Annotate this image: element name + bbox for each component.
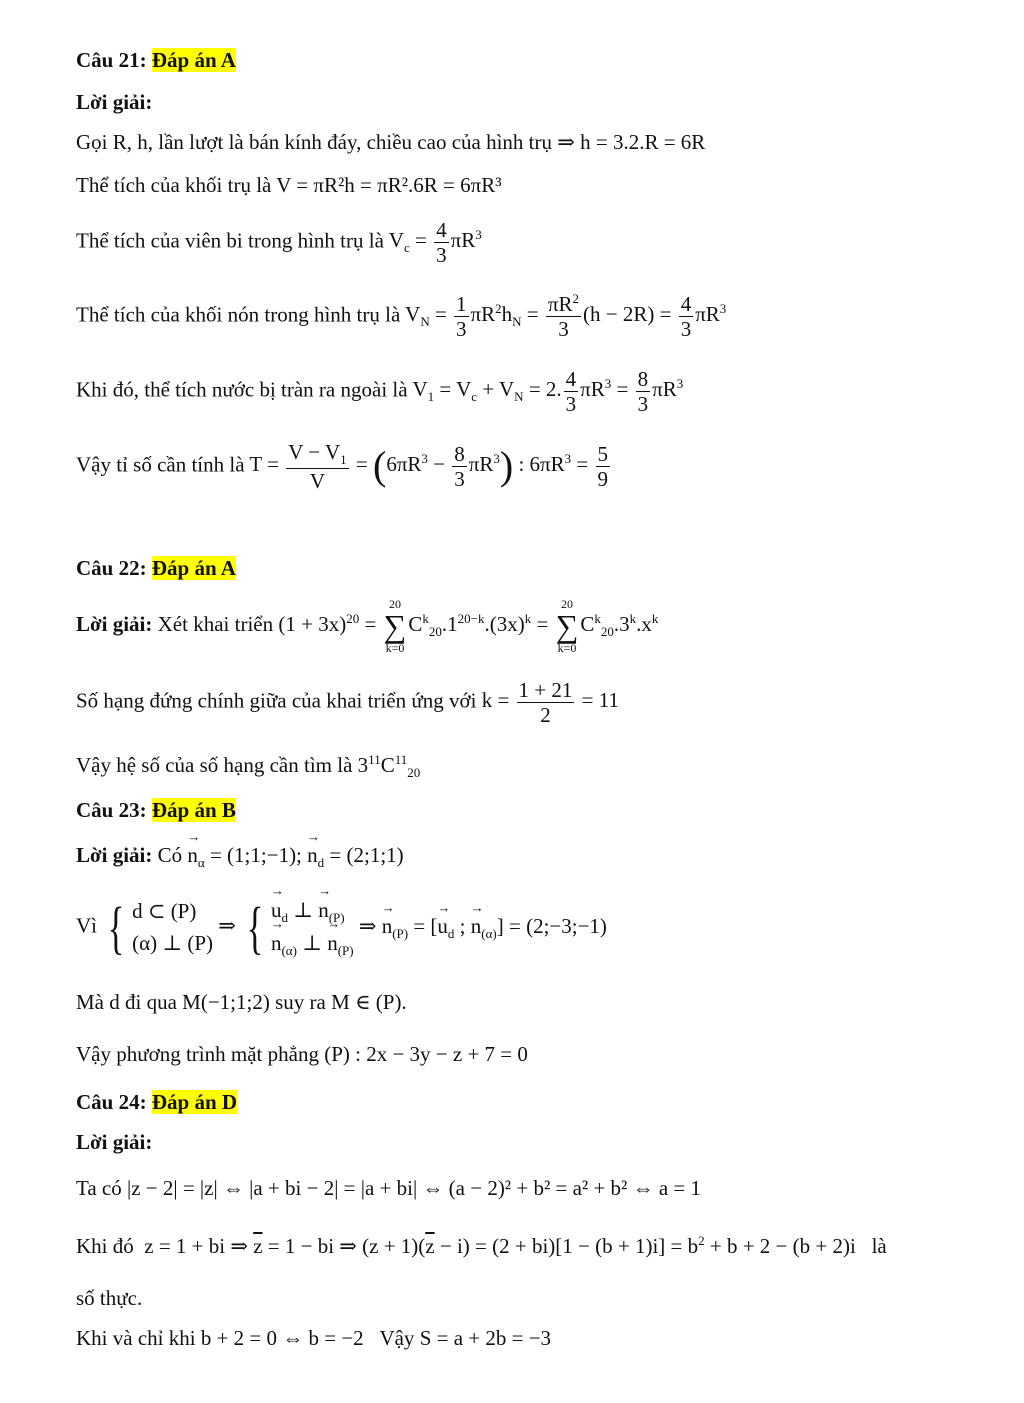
q23-l1-formula: → $n_\alpha$ = (1;1;−1); → $n_d$ = (2;1;1) [187, 843, 403, 867]
q22-solution-label: Lời giải: [76, 611, 153, 636]
q21-l3-formula: $V_c$ = $\frac{4}{3}$ $\pi R^3$ [388, 218, 482, 268]
q23-label: Câu 23: [76, 798, 147, 822]
q21-line-1 [76, 130, 705, 155]
q23-heading [76, 798, 236, 823]
q22-line-1 [76, 598, 658, 654]
q24-label: Câu 24: [76, 1090, 147, 1114]
q22-l2-formula: k = $\frac{1 + 21}{2}$ = 11 [481, 678, 619, 728]
q22-l2-text: Số hạng đứng chính giữa của khai triển ứng với [76, 688, 477, 713]
q21-l6-text: Vậy tỉ số cần tính là [76, 452, 245, 477]
q21-line-4 [76, 292, 726, 341]
q23-l4-text: Vậy phương trình mặt phẳng [76, 1042, 319, 1066]
q21-l5-formula: $V_1 = V_c + V_N = 2$. $\frac{4}{3}$ $\pi R^3$ = $\frac{8}{3}$ $\pi R^3$ [412, 367, 684, 417]
q21-line-6 [76, 440, 612, 493]
q23-l2-result: ⇒ → $n_{(P)}$ = [→ $u_d$ ; → $n_{(\alpha)}$] = (2;−3;−1) [359, 914, 607, 938]
q23-l3-math2: M ∈ (P). [331, 990, 407, 1014]
q22-l1-text: Xét khai triển [157, 611, 274, 636]
q21-l5-text: Khi đó, thể tích nước bị tràn ra ngoài là [76, 377, 408, 402]
q21-line-3 [76, 218, 482, 267]
q21-l2-text: Thể tích của khối trụ là [76, 173, 272, 197]
q24-solution-label: Lời giải: [76, 1130, 153, 1154]
q23-l3-text: Mà d đi qua [76, 990, 177, 1014]
q22-line-2 [76, 678, 619, 727]
q22-l1-formula: $(1 + 3x)^{20}$ = 20 ∑ k=0 $C^k_{20}.1^{20-k}.(3x)^k$ = 20 ∑ k=0 $C^k_{20}.3^k.x^k$ [278, 597, 659, 655]
q23-line-1 [76, 843, 404, 871]
q23-line-3 [76, 990, 407, 1015]
q21-answer: Đáp án A [151, 48, 236, 72]
q22-l3-text: Vậy hệ số của số hạng cần tìm là [76, 753, 353, 777]
q24-l2-tail: là [871, 1234, 887, 1258]
q21-l4-formula: $V_N$ = $\frac{1}{3}$ $\pi R^2h_N$ = $\frac{\pi R^2}{3}$ (h − 2R) = $\frac{4}{3}$ $\pi R^3$ [405, 291, 727, 342]
q24-l1-text: Ta có [76, 1176, 122, 1200]
q24-l4-text2: Vậy [379, 1326, 415, 1350]
q24-line-2 [76, 1233, 887, 1259]
q21-l4-text: Thể tích của khối nón trong hình trụ là [76, 302, 401, 327]
q24-l2-text: Khi đó [76, 1234, 134, 1258]
q24-answer: Đáp án D [151, 1090, 238, 1114]
q23-answer: Đáp án B [151, 798, 236, 822]
q22-l3-formula: $3^{11}C^{11}_{20}$ [357, 752, 421, 781]
q24-l4-math: b + 2 = 0 ⇔ b = −2 [200, 1326, 364, 1350]
q23-system-1: { d ⊂ (P) (α) ⊥ (P) [107, 894, 213, 960]
q24-l1-math: |z − 2| = |z| ⇔ |a + bi − 2| = |a + bi| ⇔ (a − 2)² + b² = a² + b² ⇔ a = 1 [127, 1176, 702, 1200]
q23-l4-math: (P) : 2x − 3y − z + 7 = 0 [324, 1042, 528, 1066]
q24-l4-math2: S = a + 2b = −3 [419, 1326, 552, 1350]
q24-heading [76, 1090, 237, 1115]
q21-label: Câu 21: [76, 48, 147, 72]
q24-l4-text: Khi và chỉ khi [76, 1326, 196, 1350]
q23-line-2: Vì { d ⊂ (P) (α) ⊥ (P) ⇒ { → $u_d$ ⊥ → $n_{(P)}$ → $n_{(\alpha)}$ ⊥ → $n_{(P)}$ ⇒ → $n_{(P)}$ = [→ $u_d$ ; → $n_{(\alpha)}$] = (2;−3;−1) [76, 895, 607, 960]
q24-line-4 [76, 1326, 551, 1351]
q22-answer: Đáp án A [151, 556, 236, 580]
q22-line-3 [76, 752, 420, 781]
q23-line-4 [76, 1042, 528, 1067]
q23-l2-text: Vì [76, 913, 97, 938]
q21-l3-text: Thể tích của viên bi trong hình trụ là [76, 228, 384, 253]
q23-l1-text: Có [157, 843, 183, 867]
q23-solution-label: Lời giải: [76, 843, 153, 867]
q21-l1-text: Gọi R, h, lần lượt là bán kính đáy, chiều cao của hình trụ [76, 130, 553, 154]
q21-l6-formula: T = $\frac{V - V_1}{V}$ = ($6\pi R^3$ − $\frac{8}{3}$ $\pi R^3$) : $6\pi R^3$ = $\frac{5}{9}$ [249, 440, 608, 494]
q23-system-2: { → $u_d$ ⊥ → $n_{(P)}$ → $n_{(\alpha)}$ ⊥ → $n_{(P)}$ [241, 895, 353, 960]
q23-l3-math: M(−1;1;2) [182, 990, 270, 1014]
q21-l1-math: ⇒ h = 3.2.R = 6R [557, 130, 706, 154]
q21-line-5 [76, 367, 683, 416]
q21-heading [76, 48, 236, 73]
q22-label: Câu 22: [76, 556, 147, 580]
q21-line-2 [76, 173, 502, 198]
q21-l2-math: V = πR²h = πR².6R = 6πR³ [276, 173, 502, 197]
q24-l2-formula: z = 1 + bi ⇒ $\overline{z} = 1$ − bi ⇒ $(z + 1)(\overline{z} - i) = (2 + bi)[1 - (b + 1)i] = b^2 + b + 2 - (b + 2)i$ [139, 1233, 856, 1258]
q24-line-3: số thực. [76, 1286, 143, 1310]
q22-heading [76, 556, 236, 581]
q24-line-1 [76, 1176, 701, 1201]
q21-solution-label: Lời giải: [76, 90, 153, 114]
q23-l3-mid: suy ra [275, 990, 326, 1014]
